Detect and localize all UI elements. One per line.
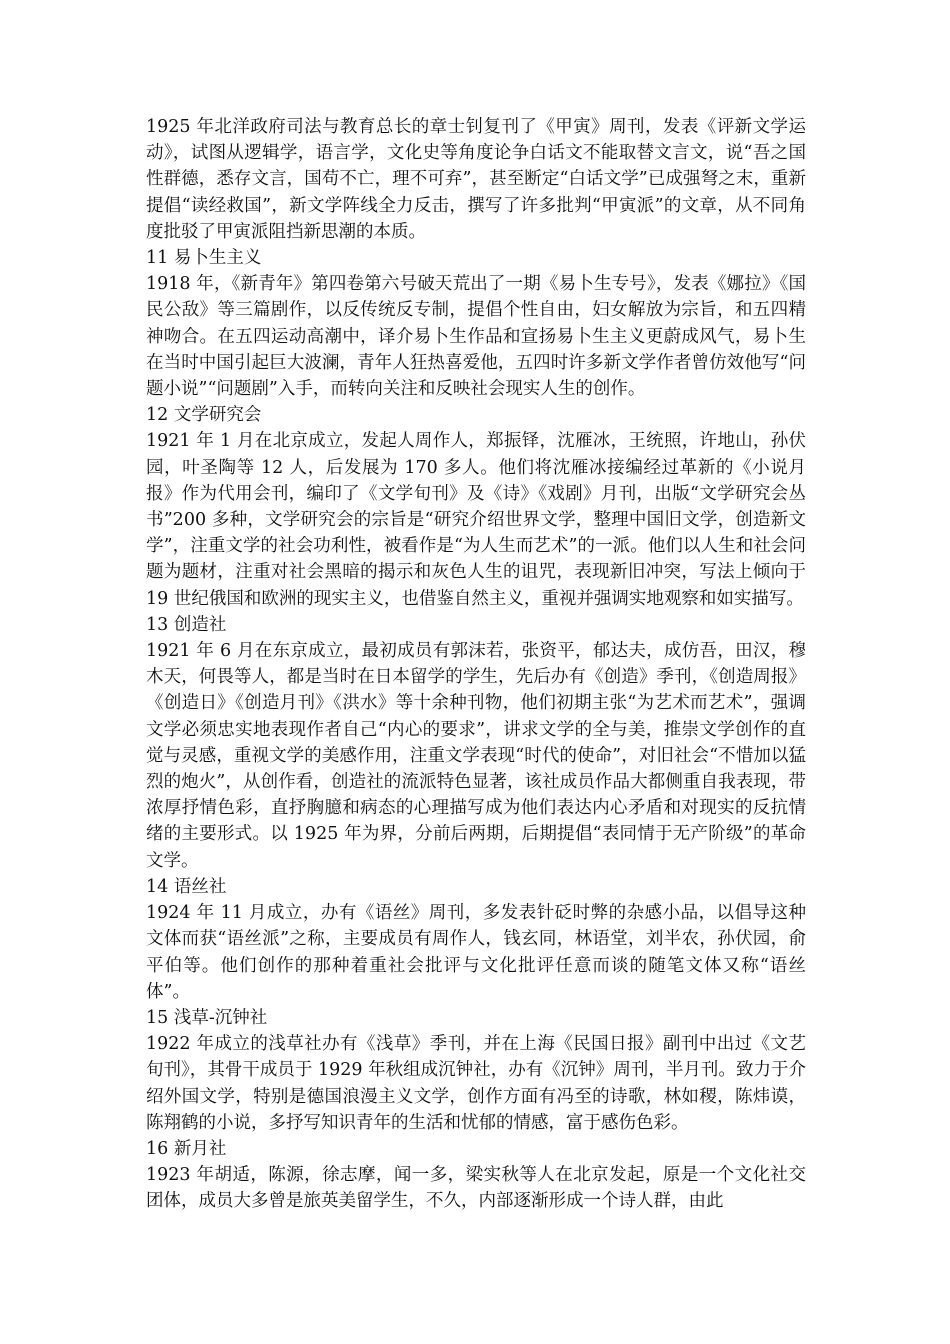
section-heading-15: 15 浅草-沉钟社	[146, 1007, 268, 1028]
paragraph-creation-society: 1921 年 6 月在东京成立，最初成员有郭沫若，张资平，郁达夫，成仿吾，田汉，穆木天，何畏等人，都是当时在日本留学的学生，先后办有《创造》季刊，《创造周报》《创造日》《创造月刊》《洪水》等十余种刊物，他们初期主张“为艺术而艺术”，强调文学必须忠实地表现作者自己“内心的要求”，讲求文学的全与美，推崇文学创作的直觉与灵感，重视文学的美感作用，注重文学表现“时代的使命”，对旧社会“不惜加以猛烈的炮火”，从创作看，创造社的流派特色显著，该社成员作品大都侧重自我表现，带浓厚抒情色彩，直抒胸臆和病态的心理描写成为他们表达内心矛盾和对现实的反抗情绪的主要形式。以 1925 年为界，分前后两期，后期提倡“表同情于无产阶级”的革命文学。	[146, 641, 806, 871]
paragraph-crescent-society: 1923 年胡适，陈源，徐志摩，闻一多，梁实秋等人在北京发起，原是一个文化社交团体，成员大多曾是旅英美留学生，不久，内部逐渐形成一个诗人群，由此	[146, 1165, 806, 1212]
paragraph-jiayin: 1925 年北洋政府司法与教育总长的章士钊复刊了《甲寅》周刊，发表《评新文学运动》，试图从逻辑学，语言学，文化史等角度论争白话文不能取替文言文，说“吾之国性群德，悉存文言，国苟不亡，理不可弃”，甚至断定“白话文学”已成强弩之末，重新提倡“读经救国”，新文学阵线全力反击，撰写了许多批判“甲寅派”的文章，从不同角度批驳了甲寅派阻挡新思潮的本质。	[146, 117, 806, 242]
paragraph-ibsenism: 1918 年，《新青年》第四卷第六号破天荒出了一期《易卜生专号》，发表《娜拉》《国民公敌》等三篇剧作，以反传统反专制，提倡个性自由，妇女解放为宗旨，和五四精神吻合。在五四运动高潮中，译介易卜生作品和宣扬易卜生主义更蔚成风气，易卜生在当时中国引起巨大波澜，青年人狂热喜爱他，五四时许多新文学作者曾仿效他写“问题小说”“问题剧”入手，而转向关注和反映社会现实人生的创作。	[146, 274, 806, 400]
document-page	[146, 114, 806, 1215]
section-heading-12: 12 文学研究会	[146, 405, 262, 426]
paragraph-qiancao-chenzhong: 1922 年成立的浅草社办有《浅草》季刊，并在上海《民国日报》副刊中出过《文艺旬刊》，其骨干成员于 1929 年秋组成沉钟社，办有《沉钟》周刊，半月刊。致力于介绍外国文学，特别是德国浪漫主义文学，创作方面有冯至的诗歌，林如稷，陈炜谟，陈翔鹤的小说，多抒写知识青年的生活和忧郁的情感，富于感伤色彩。	[146, 1034, 806, 1133]
section-heading-11: 11 易卜生主义	[146, 248, 262, 269]
section-heading-13: 13 创造社	[146, 614, 227, 635]
section-heading-14: 14 语丝社	[146, 876, 227, 897]
paragraph-literary-research-society: 1921 年 1 月在北京成立，发起人周作人，郑振铎，沈雁冰，王统照，许地山，孙伏园，叶圣陶等 12 人，后发展为 170 多人。他们将沈雁冰接编经过革新的《小说月报》作为代用会刊，编印了《文学旬刊》及《诗》《戏剧》月刊，出版“文学研究会丛书”200 多种，文学研究会的宗旨是“研究介绍世界文学，整理中国旧文学，创造新文学”，注重文学的社会功利性，被看作是“为人生而艺术”的一派。他们以人生和社会问题为题材，注重对社会黑暗的揭示和灰色人生的诅咒，表现新旧冲突，写法上倾向于 19 世纪俄国和欧洲的现实主义，也借鉴自然主义，重视并强调实地观察和如实描写。	[146, 431, 806, 609]
section-heading-16: 16 新月社	[146, 1138, 227, 1159]
paragraph-yusi-society: 1924 年 11 月成立，办有《语丝》周刊，多发表针砭时弊的杂感小品，以倡导这种文体而获“语丝派”之称，主要成员有周作人，钱玄同，林语堂，刘半农，孙伏园，俞平伯等。他们创作的那种着重社会批评与文化批评任意而谈的随笔文体又称“语丝体”。	[146, 903, 806, 1002]
